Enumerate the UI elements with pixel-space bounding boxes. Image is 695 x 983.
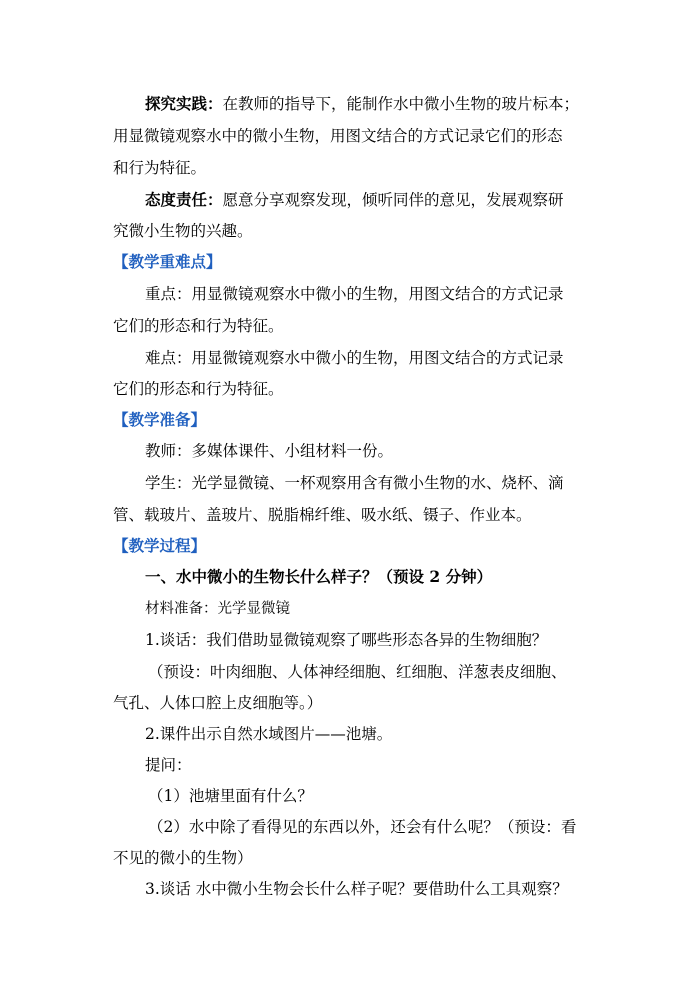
attitude-line-1 <box>145 188 564 210</box>
item-3: 3.谈话 水中微小生物会长什么样子呢？要借助什么工具观察？ <box>145 880 568 898</box>
attitude-line-2: 究微小生物的兴趣。 <box>113 222 253 240</box>
teacher-prep: 教师：多媒体课件、小组材料一份。 <box>145 442 394 460</box>
practice-line-3: 和行为特征。 <box>113 159 207 177</box>
practice-text-1: 在教师的指导下，能制作水中微小生物的玻片标本； <box>222 95 580 113</box>
section-1-title: 一、水中微小的生物长什么样子？（预设 2 分钟） <box>145 567 493 586</box>
item-2: 2.课件出示自然水域图片——池塘。 <box>145 725 393 743</box>
preparation-heading: 【教学准备】 <box>113 410 207 429</box>
materials-line: 材料准备：光学显微镜 <box>145 601 290 617</box>
difficulty-line-2: 它们的形态和行为特征。 <box>113 380 284 398</box>
student-prep-line-1: 学生：光学显微镜、一杯观察用含有微小生物的水、烧杯、滴 <box>145 474 564 492</box>
process-heading: 【教学过程】 <box>113 536 207 555</box>
item-1-line-1: 1.谈话：我们借助显微镜观察了哪些形态各异的生物细胞？ <box>145 631 548 649</box>
student-prep-line-2: 管、载玻片、盖玻片、脱脂棉纤维、吸水纸、镊子、作业本。 <box>113 506 532 524</box>
item-1-line-3: 气孔、人体口腔上皮细胞等。） <box>113 694 323 712</box>
practice-label: 探究实践： <box>145 94 223 113</box>
difficulty-line-1: 难点：用显微镜观察水中微小的生物，用图文结合的方式记录 <box>145 349 564 367</box>
key-points-heading: 【教学重难点】 <box>113 252 222 271</box>
attitude-label: 态度责任： <box>145 190 223 209</box>
item-1-line-2: （预设：叶肉细胞、人体神经细胞、红细胞、洋葱表皮细胞、 <box>148 663 567 681</box>
practice-line-1 <box>145 92 579 114</box>
question-2-line-2: 不见的微小的生物） <box>113 849 253 867</box>
question-2-line-1: （2）水中除了看得见的东西以外，还会有什么呢？（预设：看 <box>148 818 577 836</box>
ask-label: 提问： <box>145 756 192 774</box>
practice-line-2: 用显微镜观察水中的微小生物，用图文结合的方式记录它们的形态 <box>113 127 563 145</box>
question-1: （1）池塘里面有什么？ <box>148 787 313 805</box>
focus-line-1: 重点：用显微镜观察水中微小的生物，用图文结合的方式记录 <box>145 285 564 303</box>
focus-line-2: 它们的形态和行为特征。 <box>113 317 284 335</box>
attitude-text-1: 愿意分享观察发现，倾听同伴的意见，发展观察研 <box>222 191 564 209</box>
